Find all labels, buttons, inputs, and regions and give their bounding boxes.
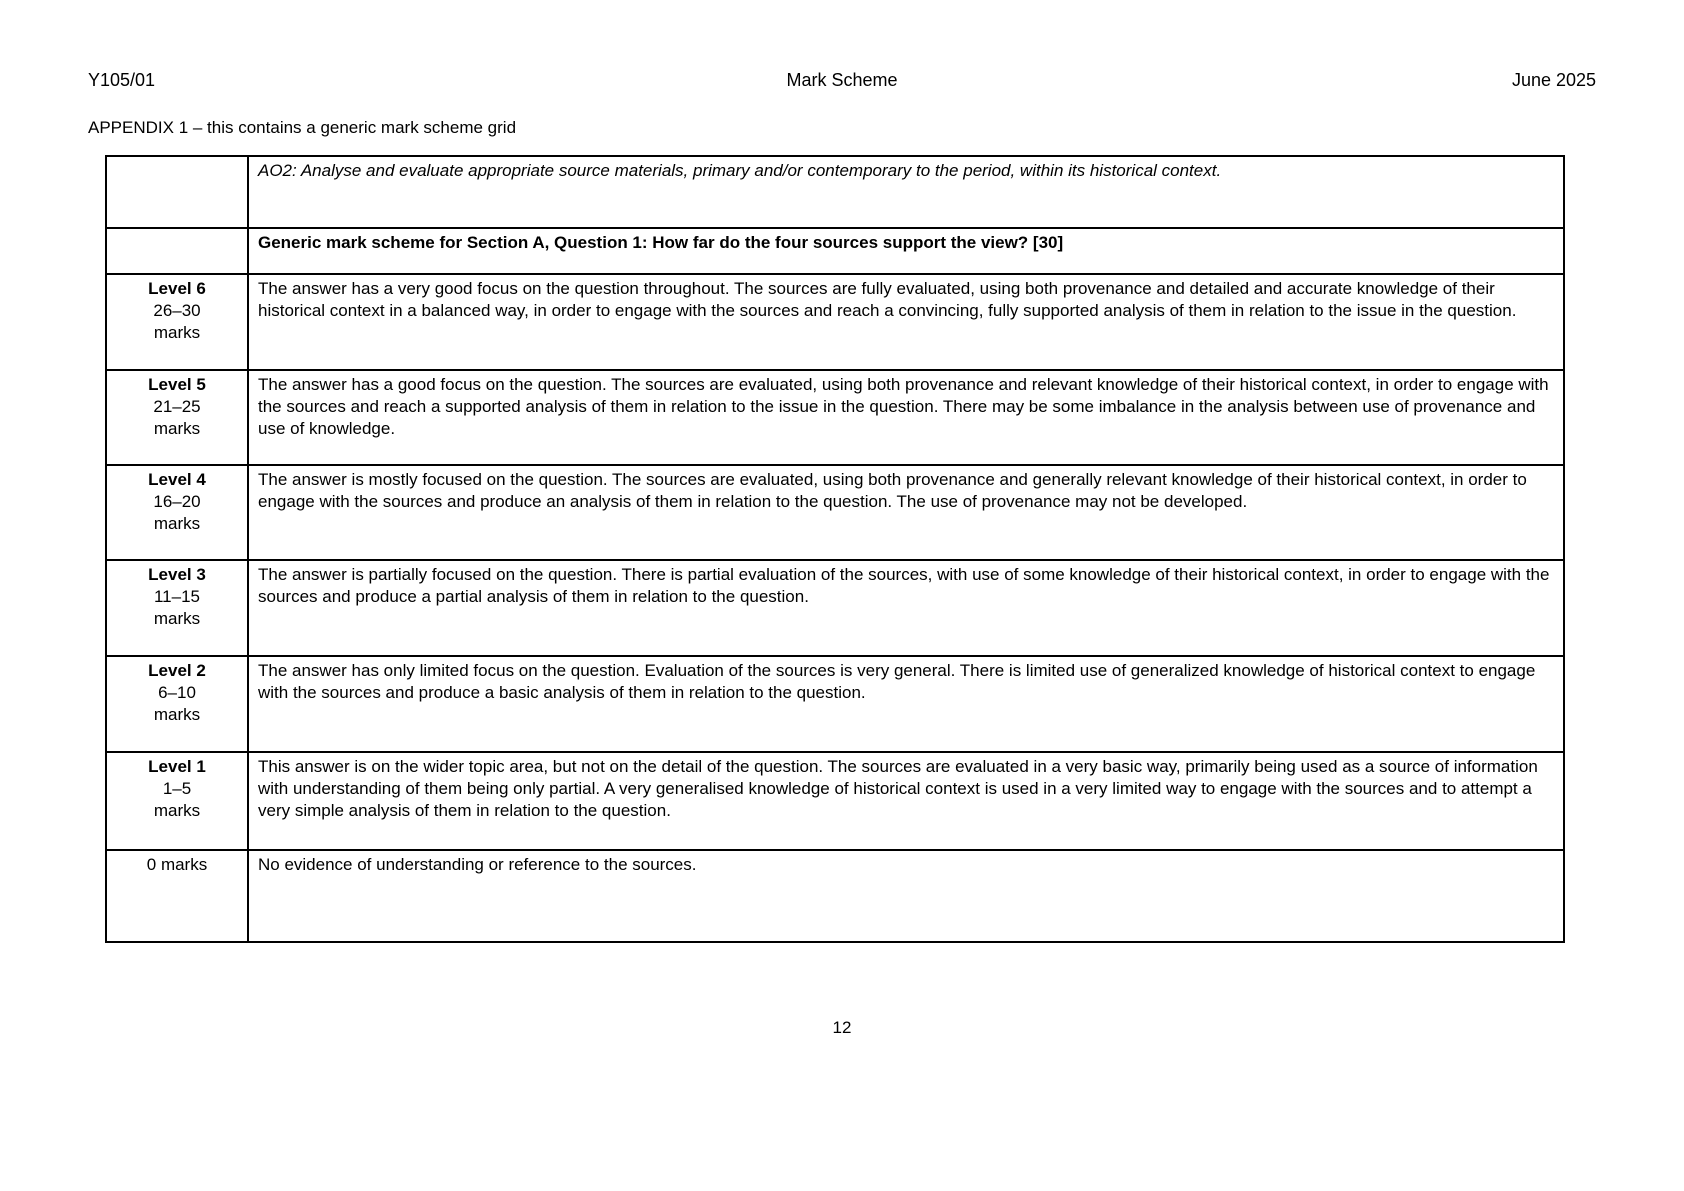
level-description: The answer is partially focused on the question. There is partial evaluation of the sources, with use of some knowledge of their historical context, in order to engage with the sources and produce a partial analysis of them in relation to the question.: [248, 560, 1564, 656]
doc-title: Mark Scheme: [786, 70, 898, 90]
level-label: Level 3: [148, 564, 206, 584]
table-row-level-1: [106, 752, 1564, 850]
ao2-row: [106, 156, 1564, 228]
marks-word: marks: [153, 323, 201, 343]
empty-cell: [106, 228, 248, 274]
zero-marks-description: No evidence of understanding or reference to the sources.: [248, 850, 1564, 942]
table-row-level-6: [106, 274, 1564, 370]
marks-word: marks: [153, 801, 201, 821]
level-description: This answer is on the wider topic area, but not on the detail of the question. The sources are evaluated in a very basic way, primarily being used as a source of information with understanding of them being only partial. A very generalised knowledge of historical context is used in a very limited way to engage with the sources and to attempt a very simple analysis of them in relation to the question.: [248, 752, 1564, 850]
marks-word: marks: [153, 419, 201, 439]
marks-range: 1–5: [162, 779, 192, 799]
doc-date: June 2025: [1511, 70, 1597, 90]
zero-marks-label: 0 marks: [146, 854, 208, 874]
generic-heading-text: Generic mark scheme for Section A, Question 1: How far do the four sources support the view? [30]: [258, 232, 1064, 252]
appendix-title: APPENDIX 1 – this contains a generic mark scheme grid: [88, 117, 517, 137]
page-number: 12: [832, 1018, 852, 1037]
mark-scheme-table: [105, 155, 1565, 943]
table-row-level-3: [106, 560, 1564, 656]
level-description: The answer has only limited focus on the question. Evaluation of the sources is very general. There is limited use of generalized knowledge of historical context to engage with the sources and produce a basic analysis of them in relation to the question.: [248, 656, 1564, 752]
level-description: The answer has a good focus on the question. The sources are evaluated, using both provenance and relevant knowledge of their historical context, in order to engage with the sources and reach a supported analysis of them in relation to the issue in the question. There may be some imbalance in the analysis between use of provenance and use of knowledge.: [248, 370, 1564, 465]
level-label: Level 6: [148, 278, 206, 298]
level-description: The answer has a very good focus on the question throughout. The sources are fully evaluated, using both provenance and detailed and accurate knowledge of their historical context in a balanced way, in order to engage with the sources and reach a convincing, fully supported analysis of them in relation to the issue in the question.: [248, 274, 1564, 370]
doc-code: Y105/01: [88, 70, 156, 90]
level-label: Level 2: [148, 660, 206, 680]
table-row-level-5: [106, 370, 1564, 465]
ao2-text: AO2: Analyse and evaluate appropriate source materials, primary and/or contemporary to the period, within its historical context.: [258, 160, 1222, 180]
table-row-zero-marks: [106, 850, 1564, 942]
marks-word: marks: [153, 609, 201, 629]
marks-range: 26–30: [153, 301, 201, 321]
marks-word: marks: [153, 705, 201, 725]
generic-heading-row: [106, 228, 1564, 274]
table-row-level-2: [106, 656, 1564, 752]
marks-range: 6–10: [158, 683, 196, 703]
marks-range: 21–25: [153, 397, 201, 417]
level-description: The answer is mostly focused on the question. The sources are evaluated, using both provenance and generally relevant knowledge of their historical context, in order to engage with the sources and produce an analysis of them in relation to the question. The use of provenance may not be developed.: [248, 465, 1564, 560]
level-label: Level 4: [148, 469, 206, 489]
marks-range: 11–15: [153, 587, 200, 607]
level-label: Level 1: [148, 756, 206, 776]
level-label: Level 5: [148, 374, 206, 394]
marks-range: 16–20: [153, 492, 201, 512]
document-header: [88, 70, 1596, 92]
marks-word: marks: [153, 514, 201, 534]
empty-cell: [106, 156, 248, 228]
table-row-level-4: [106, 465, 1564, 560]
